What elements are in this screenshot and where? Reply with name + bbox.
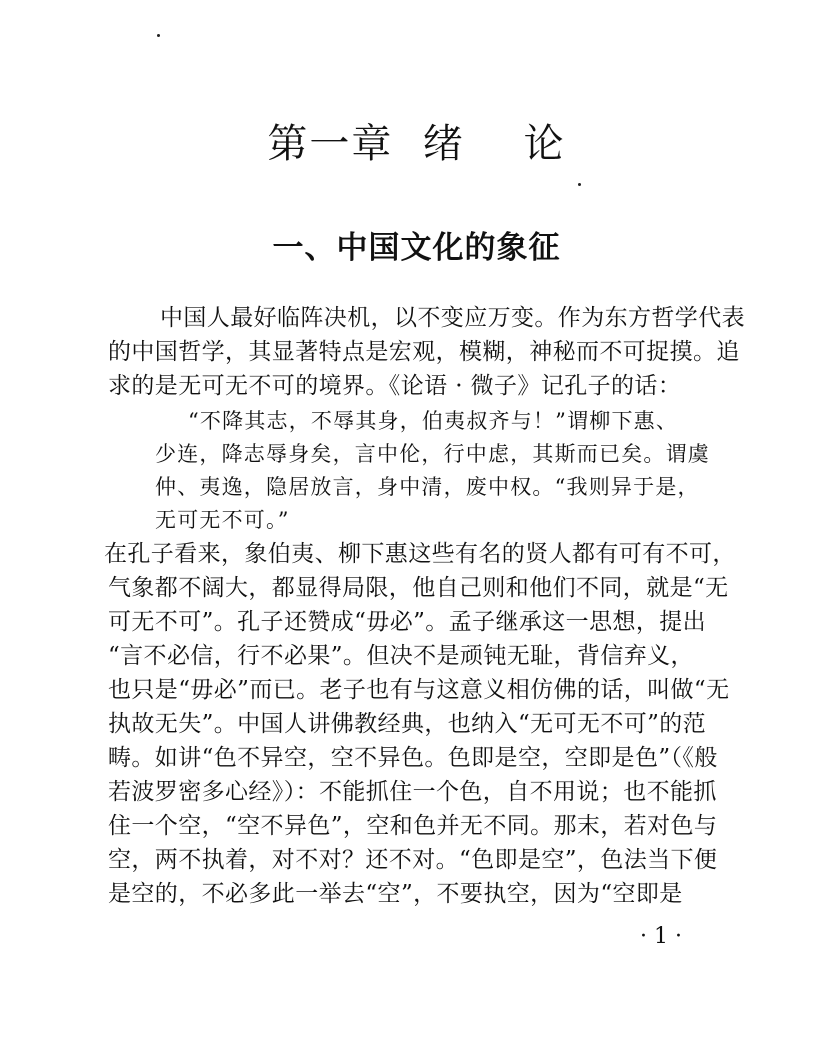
chapter-title: 第一章 绪 论 (267, 121, 566, 167)
text-line: 也只是“毋必”而已。老子也有与这意义相仿佛的话，叫做“无 (108, 677, 730, 703)
text-line: 可无不可”。孔子还赞成“毋必”。孟子继承这一思想，提出 (108, 609, 707, 635)
text-line: 空，两不执着，对不对？还不对。“色即是空”，色法当下便 (108, 847, 718, 873)
quote-line: 少连，降志辱身矣，言中伦，行中虑，其斯而已矣。谓虞 (155, 442, 710, 466)
text-line: 畴。如讲“色不异空，空不异色。色即是空，空即是色”（《般 (108, 745, 718, 771)
text-line: 若波罗密多心经》）：不能抓住一个色，自不用说；也不能抓 (108, 779, 717, 805)
speck-mark (157, 34, 160, 37)
quote-line: 仲、夷逸，隐居放言，身中清，废中权。“我则异于是， (155, 475, 700, 499)
quote-line: “不降其志，不辱其身，伯夷叔齐与！”谓柳下惠、 (188, 409, 679, 433)
speck-mark (578, 183, 581, 186)
text-line: 是空的，不必多此一举去“空”，不要执空，因为“空即是 (108, 881, 683, 907)
text-line: 在孔子看来，象伯夷、柳下惠这些有名的贤人都有可有不可， (104, 541, 736, 567)
text-line: 求的是无可无不可的境界。《论语 · 微子》记孔子的话： (108, 373, 682, 399)
text-line: 住一个空，“空不异色”，空和色并无不同。那末，若对色与 (108, 813, 718, 839)
text-line: 中国人最好临阵决机，以不变应万变。作为东方哲学代表 (160, 305, 745, 331)
text-line: 的中国哲学，其显著特点是宏观，模糊，神秘而不可捉摸。追 (108, 339, 740, 365)
text-line: 气象都不阔大，都显得局限，他自己则和他们不同，就是“无 (108, 575, 729, 601)
section-title: 一、中国文化的象征 (272, 230, 561, 266)
text-line: “言不必信，行不必果”。但决不是顽钝无耻，背信弃义， (108, 643, 694, 669)
text-line: 执故无失”。中国人讲佛教经典，也纳入“无可无不可”的范 (108, 711, 707, 737)
page-number: · 1 · (640, 924, 682, 949)
quote-line: 无可无不可。” (155, 508, 290, 532)
